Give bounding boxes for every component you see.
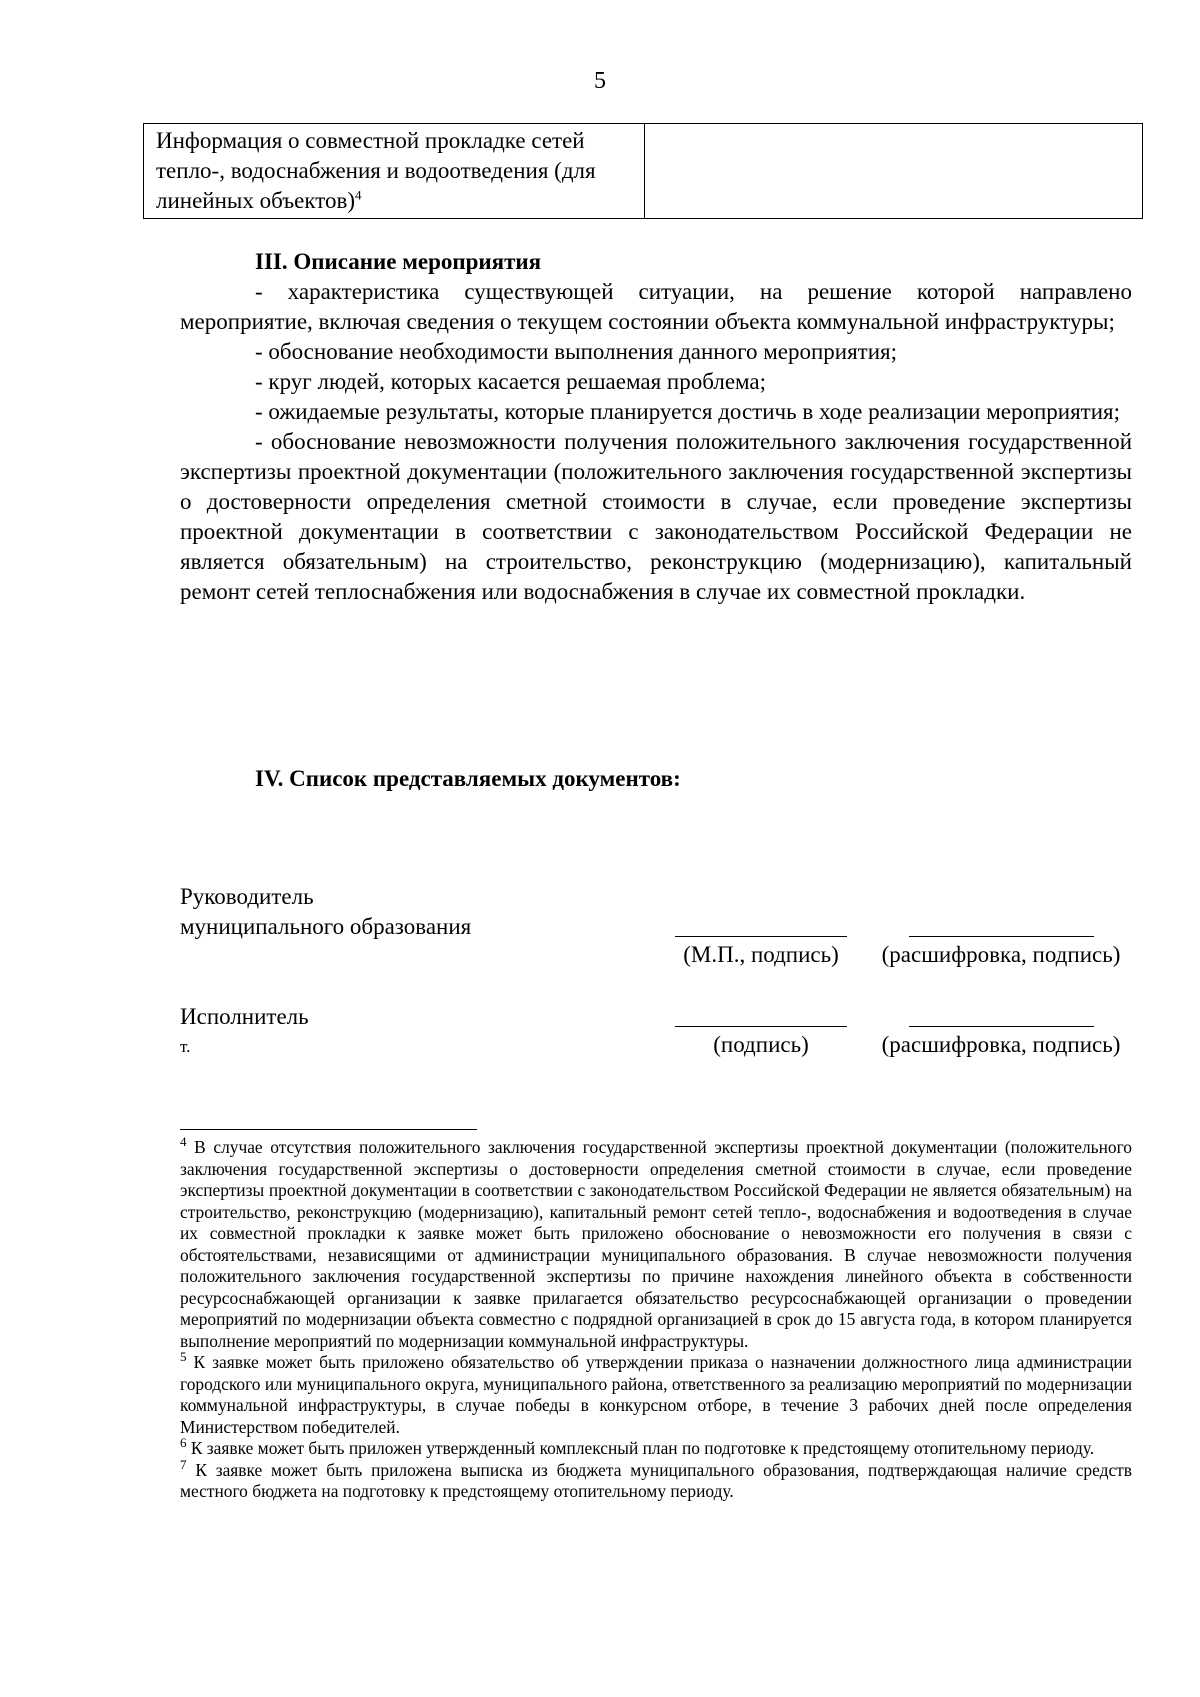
head-decode-caption: (расшифровка, подпись) — [881, 942, 1121, 967]
table-row — [144, 124, 1143, 219]
section-3-item: - круг людей, которых касается решаемая проблема; — [255, 369, 767, 394]
footnote-separator — [180, 1129, 477, 1130]
exec-decode-line — [909, 1026, 1094, 1027]
footnote-text: К заявке может быть приложен утвержденный комплексный план по подготовке к предстоящему отопительному периоду. — [190, 1438, 1095, 1458]
footnote — [180, 1134, 1132, 1352]
section-3-item: - характеристика существующей ситуации, на решение которой направлено мероприятие, включая сведения о текущем состоянии объекта коммунальной инфраструктуры; — [180, 279, 1132, 334]
footnote-text: К заявке может быть приложено обязательство об утверждении приказа о назначении должностного лица администрации городского или муниципального округа, муниципального района, ответственного за реализацию мероприятий по модернизации коммунальной инфраструктуры, в случае победы в конкурсном отборе, в течение 3 рабочих дней после определения Министерством победителей. — [180, 1352, 1132, 1437]
section-3-heading: III. Описание мероприятия — [255, 249, 542, 274]
footnote-text: В случае отсутствия положительного заключения государственной экспертизы проектной документации (положительного заключения государственной экспертизы о достоверности определения сметной стоимости в случае, если проведение экспертизы проектной документации в соответствии с законодательством Российской Федерации не является обязательным) на строительство, реконструкцию (модернизацию), капитальный ремонт сетей тепло-, водоснабжения и водоотведения в случае их совместной прокладки к заявке может быть приложено обоснование о невозможности его получения в связи с обстоятельствами, независящими от администрации муниципального образования. В случае невозможности получения положительного заключения государственной экспертизы по причине нахождения линейного объекта в собственности ресурсоснабжающей организации к заявке прилагается обязательство ресурсоснабжающей организации о проведении мероприятий по модернизации объекта совместно с подрядной организацией в срок до 15 августа года, в котором планируется выполнение мероприятий по модернизации коммунальной инфраструктуры. — [180, 1137, 1132, 1351]
phone-label: т. — [180, 1037, 191, 1056]
section-3-item: - обоснование невозможности получения положительного заключения государственной экспертизы проектной документации (положительного заключения государственной экспертизы о достоверности определения сметной стоимости в случае, если проведение экспертизы проектной документации в соответствии с законодательством Российской Федерации не является обязательным) на строительство, реконструкцию (модернизацию), капитальный ремонт сетей теплоснабжения или водоснабжения в случае их совместной прокладки. — [180, 429, 1132, 604]
head-title-line1: Руководитель — [180, 884, 314, 909]
head-decode-line — [909, 936, 1094, 937]
info-table — [143, 123, 1143, 219]
footnote-number: 4 — [180, 1134, 187, 1150]
table-label-cell — [144, 124, 645, 219]
section-3-item: - обоснование необходимости выполнения данного мероприятия; — [255, 339, 897, 364]
section-4 — [180, 764, 1132, 794]
footnote — [180, 1456, 1132, 1503]
exec-sign-caption: (подпись) — [713, 1032, 809, 1057]
footnote — [180, 1435, 1132, 1460]
section-4-heading: IV. Список представляемых документов: — [255, 766, 681, 791]
footnote-number: 7 — [180, 1456, 187, 1472]
footnote-number: 5 — [180, 1349, 187, 1365]
head-title — [180, 882, 471, 942]
section-3-item: - ожидаемые результаты, которые планируется достичь в ходе реализации мероприятия; — [255, 399, 1121, 424]
footnote-number: 6 — [180, 1435, 187, 1451]
head-sign-caption: (М.П., подпись) — [683, 942, 839, 967]
table-value-cell — [645, 124, 1143, 219]
table-label: Информация о совместной прокладке сетей тепло-, водоснабжения и водоотведения (для линейных объектов) — [156, 128, 596, 213]
footnote — [180, 1349, 1132, 1438]
footnote-text: К заявке может быть приложена выписка из бюджета муниципального образования, подтверждающая наличие средств местного бюджета на подготовку к предстоящему отопительному периоду. — [180, 1459, 1132, 1501]
executor-label: Исполнитель — [180, 1004, 309, 1029]
page-number: 5 — [594, 68, 606, 94]
exec-decode-caption: (расшифровка, подпись) — [881, 1032, 1121, 1057]
section-3 — [180, 247, 1132, 607]
head-signature-line — [675, 936, 847, 937]
footnote-ref-4: 4 — [355, 187, 362, 203]
head-title-line2: муниципального образования — [180, 914, 472, 939]
footnotes — [180, 1134, 1132, 1503]
exec-signature-line — [675, 1026, 847, 1027]
